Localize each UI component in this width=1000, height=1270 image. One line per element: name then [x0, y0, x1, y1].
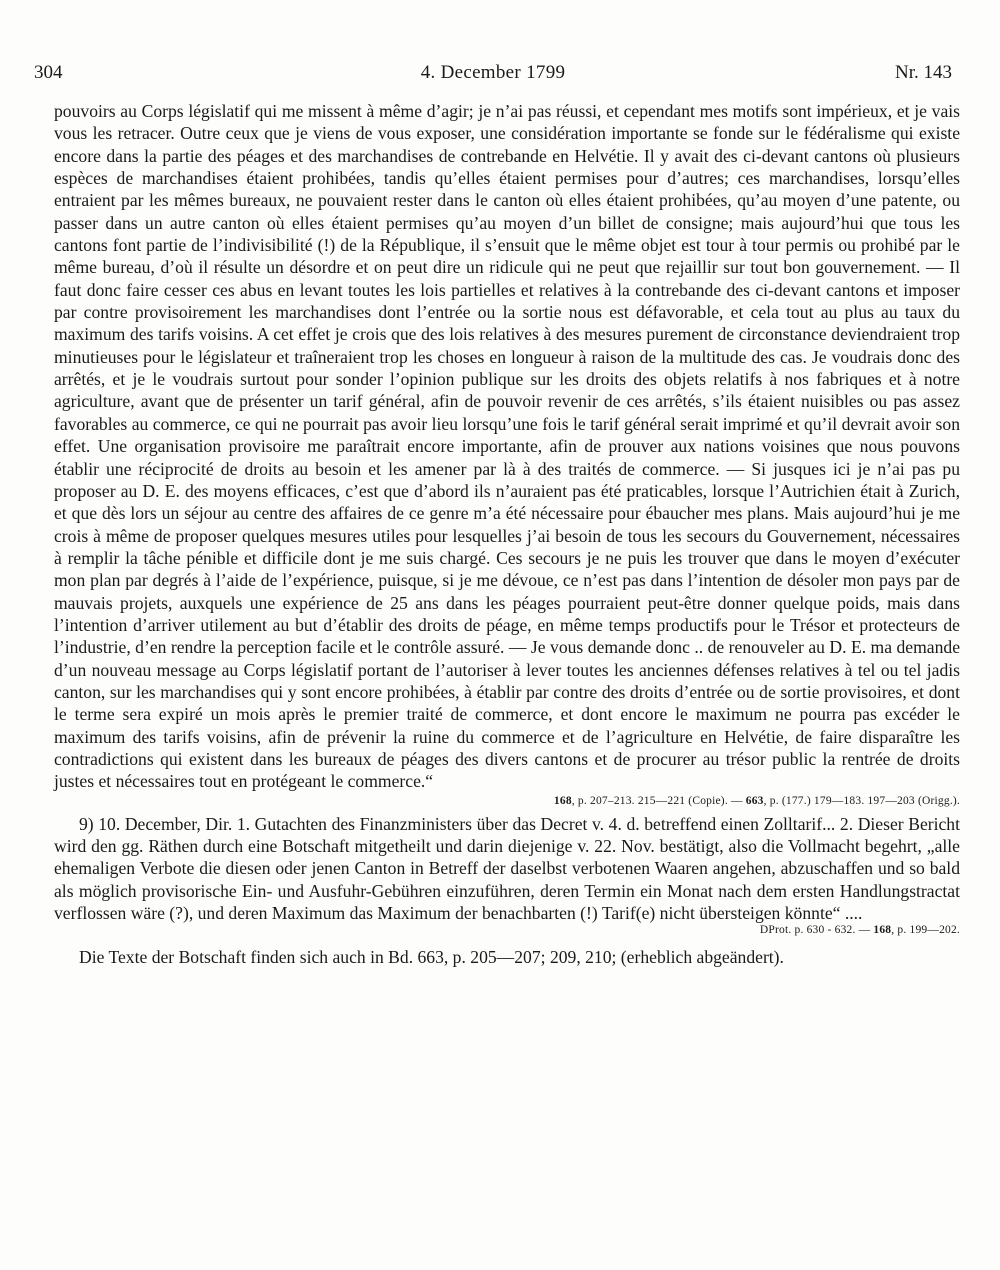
closing-note: Die Texte der Botschaft finden sich auch in Bd. 663, p. 205—207; 209, 210; (erheblich abgeändert).	[79, 947, 784, 968]
page-number: 304	[34, 62, 63, 83]
reference-volume: 168	[873, 924, 892, 937]
reference-volume: 663	[745, 794, 764, 807]
reference-pages: , p. (177.) 179—183. 197—203 (Origg.).	[763, 794, 960, 807]
reference-pages: , p. 207–213. 215—221 (Copie). —	[571, 794, 746, 807]
reference-pages: DProt. p. 630 - 632. —	[759, 924, 874, 937]
entry-paragraph: 9) 10. December, Dir. 1. Gutachten des Finanzministers über das Decret v. 4. d. betreffend einen Zolltarif... 2. Dieser Bericht wird den gg. Räthen durch eine Botschaft mitgetheilt und darin diejenige v. 22. Nov. bestätigt, also die Vollmacht begehrt, „alle ehemaligen Verbote die diesen oder jenen Canton in Betreff der daselbst verbotenen Waaren angehen, abzuschaffen und so bald als möglich provisorische Ein- und Ausfuhr-Gebühren einzuführen, deren Termin ein Monat nach dem ersten Handlungstractat verflossen wäre (?), und deren Maximum das Maximum der benachbarten (!) Tarif(e) nicht übersteigen könnte“ ....	[54, 813, 960, 924]
header-date: 4. December 1799	[420, 62, 566, 83]
source-reference	[54, 922, 960, 938]
reference-volume: 168	[553, 794, 572, 807]
body-text	[54, 100, 960, 969]
running-head	[34, 62, 952, 88]
reference-pages: , p. 199—202.	[891, 924, 960, 937]
source-reference	[54, 793, 960, 809]
document-number: Nr. 143	[895, 62, 952, 83]
quoted-letter-paragraph: pouvoirs au Corps législatif qui me missent à même d’agir; je n’ai pas réussi, et cependant mes motifs sont impérieux, et je vais vous les retracer. Outre ceux que je viens de vous exposer, une considération importante se fonde sur le fédéralisme qui existe encore dans la partie des péages et des marchandises de contrebande en Helvétie. Il y avait des ci-devant cantons où plusieurs espèces de marchandises étaient prohibées, tandis qu’elles étaient permises pour d’autres; ces marchandises, lorsqu’elles entraient par les mêmes bureaux, ne pouvaient rester dans le canton où elles étaient prohibées, qu’au moyen d’une patente, ou passer dans un autre canton où elles étaient permises qu’au moyen d’un billet de consigne; mais aujourd’hui que tous les cantons font partie de l’indivisibilité (!) de la République, il s’ensuit que le même objet est tour à tour permis ou prohibé par le même bureau, d’où il résulte un désordre et on peut dire un ridicule qui ne peut que rejaillir sur tout bon gouvernement. — Il faut donc faire cesser ces abus en levant toutes les lois partielles et relatives à la contrebande des ci-devant cantons et imposer par contre provisoirement les marchandises dont l’entrée ou la sortie nous est défavorable, et cela tout au plus au taux du maximum des tarifs voisins. A cet effet je crois que des lois relatives à des mesures purement de circonstance deviendraient trop minutieuses pour le législateur et traîneraient trop les choses en longueur à raison de la multitude des cas. Je voudrais donc des arrêtés, et je le voudrais surtout pour sonder l’opinion publique sur les droits des objets relatifs à nos fabriques et à notre agriculture, avant que de présenter un tarif général, afin de pouvoir revenir de ces arrêtés, s’ils étaient nuisibles ou pas assez favorables au commerce, ce qui ne pourrait pas avoir lieu lorsqu’une fois le tarif général serait imprimé et qu’il devrait avoir son effet. Une organisation provisoire me paraîtrait encore importante, afin de prouver aux nations voisines que nous pouvons établir une réciprocité de droits au besoin et les amener par là à des traités de commerce. — Si jusques ici je n’ai pas pu proposer au D. E. des moyens efficaces, c’est que d’abord ils n’auraient pas été praticables, lorsque l’Autrichien était à Zurich, et que dès lors un séjour au centre des affaires de ce genre m’a été nécessaire pour ébaucher mes plans. Mais aujourd’hui je me crois à même de proposer quelques mesures utiles pour lesquelles j’ai besoin de tous les secours du Gouvernement, nécessaires à remplir la tâche pénible et difficile dont je me suis chargé. Ces secours je ne puis les trouver que dans le moyen d’exécuter mon plan par degrés à l’aide de l’expérience, puisque, si je me dévoue, ce n’est pas dans l’intention de désoler mon pays par de mauvais projets, auxquels une expérience de 25 ans dans les péages pourraient peut-être donner quelque poids, mais dans l’intention d’arriver utilement au but d’établir des droits de péage, en même temps productifs pour le Trésor et protecteurs de l’industrie, d’en rendre la perception facile et le contrôle assuré. — Je vous demande donc .. de renouveler au D. E. ma demande d’un nouveau message au Corps législatif portant de l’autoriser à lever toutes les anciennes défenses relatives à tel ou tel jadis canton, sur les marchandises qui y sont encore prohibées, à établir par contre des droits d’entrée ou de sortie provisoires, et dont le terme sera expiré un mois après le premier traité de commerce, et dont encore le maximum ne pourra pas excéder le maximum des tarifs voisins, afin de prévenir la ruine du commerce et de l’agriculture en Helvétie, de faire disparaître les contradictions qui existent dans les bureaux de péages des divers cantons et de procurer au trésor public la rentrée de droits justes et nécessaires tout en protégeant le commerce.“	[54, 101, 960, 792]
